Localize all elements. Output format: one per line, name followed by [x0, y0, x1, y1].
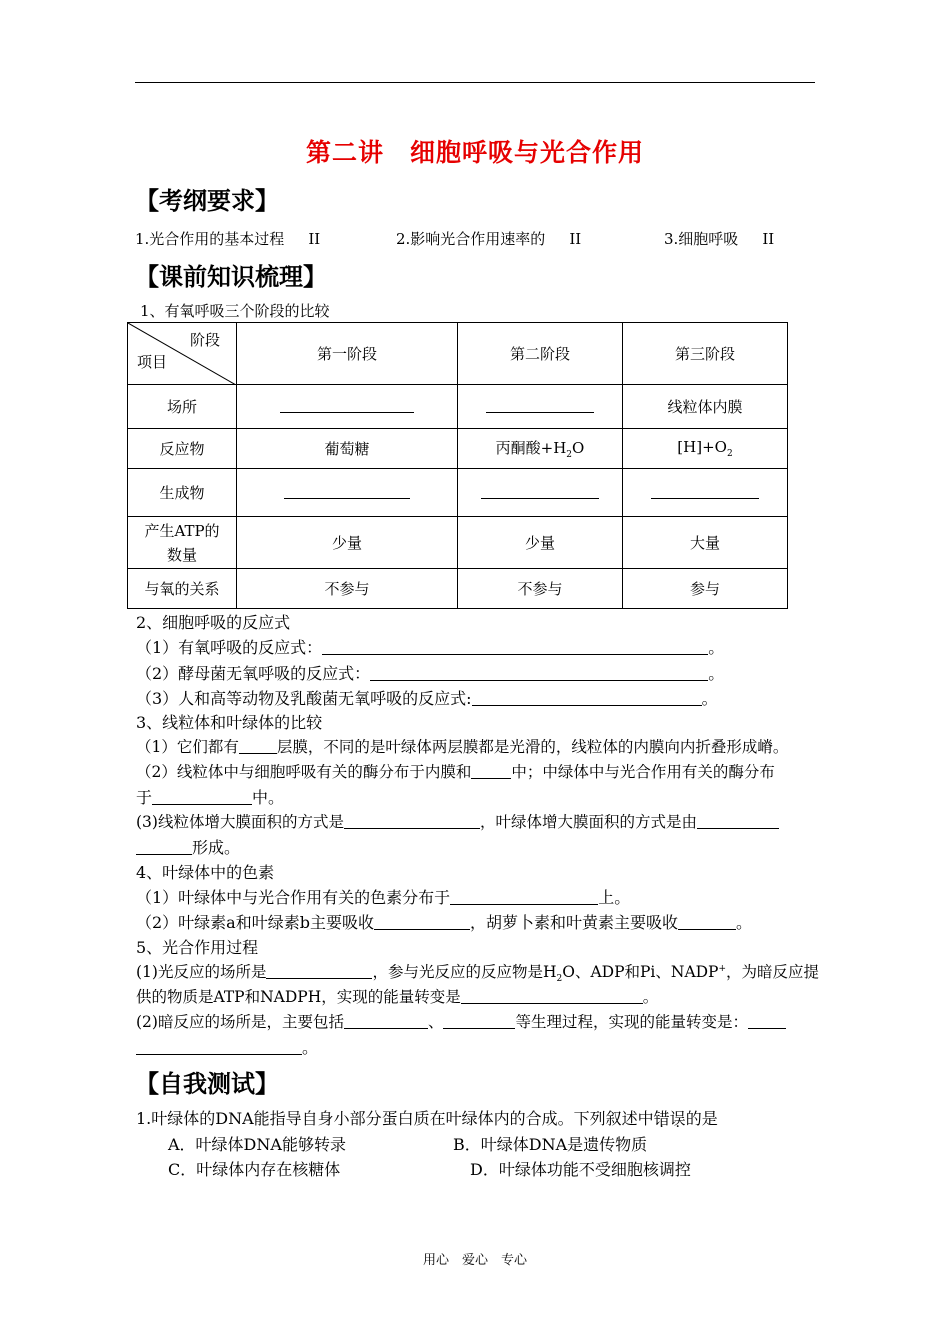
q1-heading: 1、有氧呼吸三个阶段的比较: [140, 302, 330, 320]
q4-line-1: （1）叶绿体中与光合作用有关的色素分布于 上。: [136, 888, 631, 907]
q5-line-2: 供的物质是ATP和NADPH，实现的能量转变是 。: [136, 988, 659, 1006]
fill-in-blank[interactable]: [472, 689, 702, 706]
fill-in-blank[interactable]: [450, 888, 598, 905]
cell-atp-stage2: 少量: [458, 517, 623, 569]
fill-in-blank[interactable]: [678, 913, 736, 930]
option-c[interactable]: C．叶绿体内存在核糖体: [168, 1160, 341, 1179]
fill-in-blank[interactable]: [697, 812, 779, 829]
header-stage-label: 阶段: [189, 331, 220, 349]
q5-heading: 5、光合作用过程: [136, 938, 259, 957]
row-label-location: 场所: [128, 385, 237, 429]
row-label-oxygen: 与氧的关系: [128, 569, 237, 609]
q2-item-3: （3）人和高等动物及乳酸菌无氧呼吸的反应式: 。: [136, 689, 718, 708]
cell-atp-stage1: 少量: [237, 517, 458, 569]
cell-oxygen-stage3: 参与: [623, 569, 788, 609]
fill-in-blank[interactable]: [748, 1012, 786, 1029]
q2-item-2: （2）酵母菌无氧呼吸的反应式： 。: [136, 664, 725, 683]
q5-line-3: (2)暗反应的场所是，主要包括 、 等生理过程，实现的能量转变是：: [136, 1010, 786, 1032]
fill-in-blank[interactable]: [280, 396, 414, 413]
requirement-1: 1.光合作用的基本过程 II: [135, 230, 321, 248]
row-label-reactants: 反应物: [128, 429, 237, 469]
cell-reactant-stage1: 葡萄糖: [237, 429, 458, 469]
cell-reactant-stage3: $[H]+O_2$: [623, 429, 788, 469]
q3-line-5: 形成。: [136, 835, 240, 858]
column-header-stage3: 第三阶段: [623, 323, 788, 385]
cell-oxygen-stage1: 不参与: [237, 569, 458, 609]
header-item-label: 项目: [137, 353, 168, 371]
respiration-stage-table: [127, 322, 788, 609]
q3-line-2: （2）线粒体中与细胞呼吸有关的酶分布于内膜和 中；中绿体中与光合作用有关的酶分布: [136, 763, 775, 781]
q2-item-1: （1）有氧呼吸的反应式： 。: [136, 638, 725, 657]
fill-in-blank[interactable]: [443, 1012, 515, 1029]
fill-in-blank[interactable]: [481, 482, 599, 499]
section-heading-requirements: 【考纲要求】: [135, 186, 279, 215]
fill-in-blank[interactable]: [471, 762, 511, 779]
fill-in-blank[interactable]: [344, 812, 480, 829]
column-header-stage2: 第二阶段: [458, 323, 623, 385]
q3-line-1: （1）它们都有 层膜，不同的是叶绿体两层膜都是光滑的，线粒体的内膜向内折叠形成嵴。: [136, 738, 789, 756]
cell-blank: [458, 469, 623, 517]
requirement-3: 3.细胞呼吸 II: [664, 230, 775, 248]
row-label-products: 生成物: [128, 469, 237, 517]
fill-in-blank[interactable]: [239, 737, 277, 754]
fill-in-blank[interactable]: [152, 788, 252, 805]
fill-in-blank[interactable]: [322, 638, 708, 655]
fill-in-blank[interactable]: [486, 396, 594, 413]
fill-in-blank[interactable]: [651, 482, 759, 499]
cell-blank: [237, 469, 458, 517]
option-a[interactable]: A．叶绿体DNA能够转录: [168, 1135, 346, 1154]
cell-atp-stage3: 大量: [623, 517, 788, 569]
q4-heading: 4、叶绿体中的色素: [136, 863, 275, 882]
header-rule: [135, 82, 815, 83]
requirement-2: 2.影响光合作用速率的 II: [396, 230, 582, 248]
q3-line-4: (3)线粒体增大膜面积的方式是 ，叶绿体增大膜面积的方式是由: [136, 810, 779, 832]
cell-reactant-stage2: 丙酮酸$+H_2O$: [458, 429, 623, 469]
cell-blank: [237, 385, 458, 429]
section-heading-review: 【课前知识梳理】: [135, 262, 327, 291]
row-label-atp: 产生ATP的 数量: [128, 517, 237, 569]
fill-in-blank[interactable]: [370, 664, 708, 681]
page-title: 第二讲 细胞呼吸与光合作用: [305, 138, 644, 167]
test-question-1: 1.叶绿体的DNA能指导自身小部分蛋白质在叶绿体内的合成。下列叙述中错误的是: [136, 1109, 718, 1128]
table-corner-header: [128, 323, 237, 385]
cell-blank: [458, 385, 623, 429]
cell-blank: [623, 469, 788, 517]
q4-line-2: （2）叶绿素a和叶绿素b主要吸收 ，胡萝卜素和叶黄素主要吸收 。: [136, 913, 752, 932]
cell-oxygen-stage2: 不参与: [458, 569, 623, 609]
section-heading-self-test: 【自我测试】: [135, 1069, 279, 1098]
option-b[interactable]: B．叶绿体DNA是遗传物质: [453, 1135, 648, 1154]
cell-location-stage3: 线粒体内膜: [623, 385, 788, 429]
q3-heading: 3、线粒体和叶绿体的比较: [136, 713, 323, 732]
fill-in-blank[interactable]: [374, 913, 470, 930]
q2-heading: 2、细胞呼吸的反应式: [136, 613, 291, 632]
fill-in-blank[interactable]: [284, 482, 410, 499]
q3-line-3: 于 中。: [136, 788, 285, 807]
fill-in-blank[interactable]: [266, 962, 372, 979]
q5-line-4: 。: [136, 1035, 318, 1058]
fill-in-blank[interactable]: [344, 1012, 428, 1029]
option-d[interactable]: D．叶绿体功能不受细胞核调控: [470, 1160, 691, 1179]
page-footer: 用心 爱心 专心: [422, 1253, 527, 1268]
column-header-stage1: 第一阶段: [237, 323, 458, 385]
fill-in-blank[interactable]: [136, 838, 192, 855]
q5-line-1: (1)光反应的场所是 ，参与光反应的反应物是$H_2O$、ADP和Pi、NADP+，为暗反应提: [136, 963, 820, 985]
fill-in-blank[interactable]: [461, 987, 643, 1004]
fill-in-blank[interactable]: [136, 1038, 302, 1055]
